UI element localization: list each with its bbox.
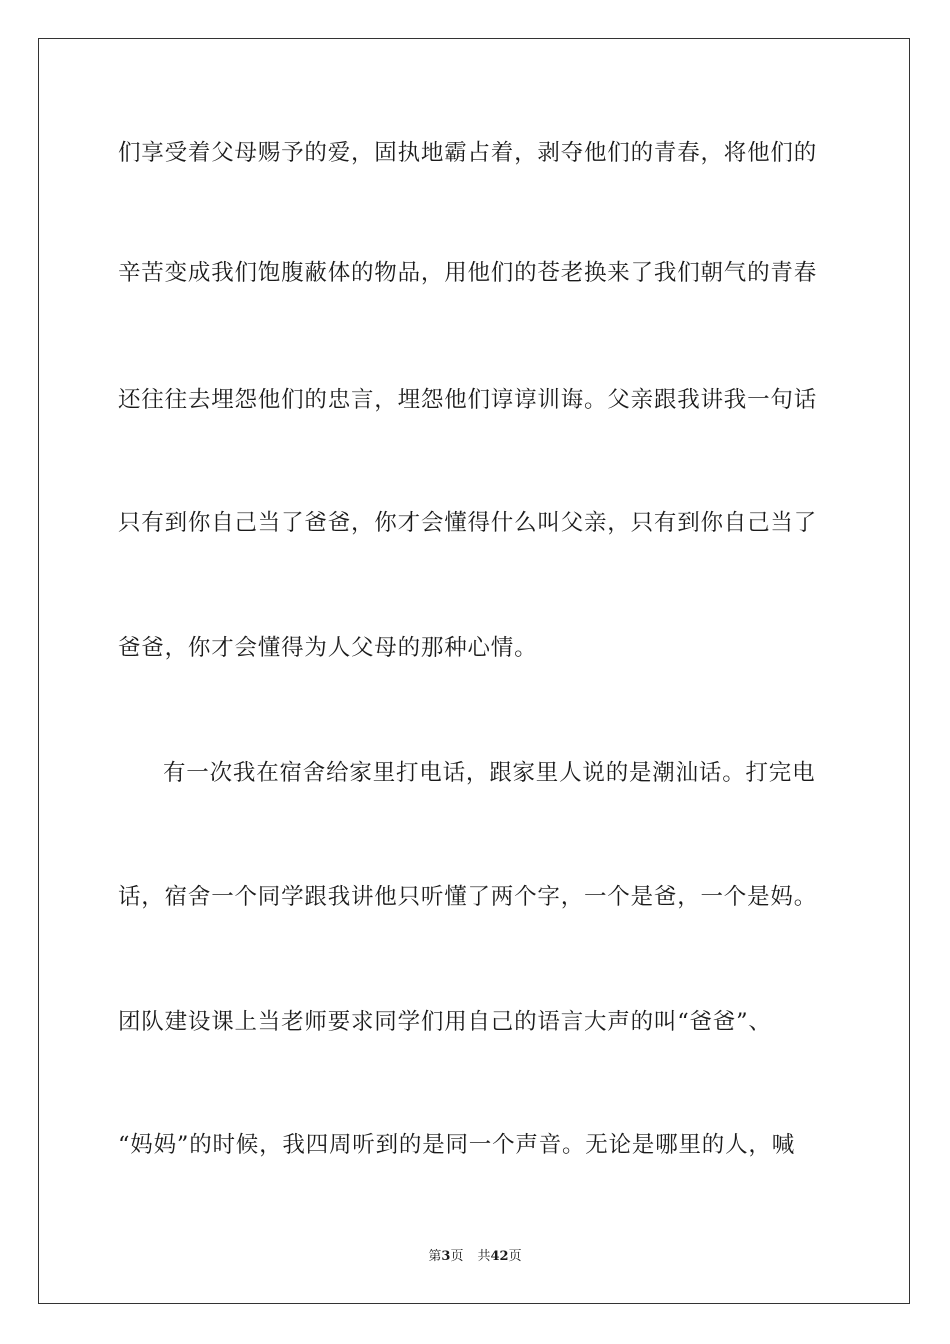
body-text-line: 只有到你自己当了爸爸，你才会懂得什么叫父亲，只有到你自己当了 [118, 510, 818, 536]
page-suffix: 页 [450, 1249, 464, 1264]
body-text-line: “妈妈”的时候，我四周听到的是同一个声音。无论是哪里的人，喊 [118, 1132, 796, 1158]
total-suffix: 页 [508, 1249, 522, 1264]
body-text-line: 团队建设课上当老师要求同学们用自己的语言大声的叫“爸爸”、 [118, 1009, 772, 1035]
paragraph-first-line: 有一次我在宿舍给家里打电话，跟家里人说的是潮汕话。打完电 [163, 760, 816, 786]
body-text-line: 们享受着父母赐予的爱，固执地霸占着，剥夺他们的青春，将他们的 [118, 140, 818, 166]
body-text-line: 辛苦变成我们饱腹蔽体的物品，用他们的苍老换来了我们朝气的青春 [118, 260, 818, 286]
body-text-line: 话，宿舍一个同学跟我讲他只听懂了两个字，一个是爸，一个是妈。 [118, 884, 818, 910]
body-text-line: 还往往去埋怨他们的忠言，埋怨他们谆谆训诲。父亲跟我讲我一句话 [118, 387, 818, 413]
body-text-line: 爸爸，你才会懂得为人父母的那种心情。 [118, 635, 538, 661]
page-footer [0, 1248, 950, 1266]
page-number: 3 [441, 1249, 451, 1264]
page-prefix: 第 [428, 1249, 442, 1264]
total-pages: 42 [490, 1249, 509, 1264]
page-border [38, 38, 910, 1304]
total-prefix: 共 [477, 1249, 491, 1264]
